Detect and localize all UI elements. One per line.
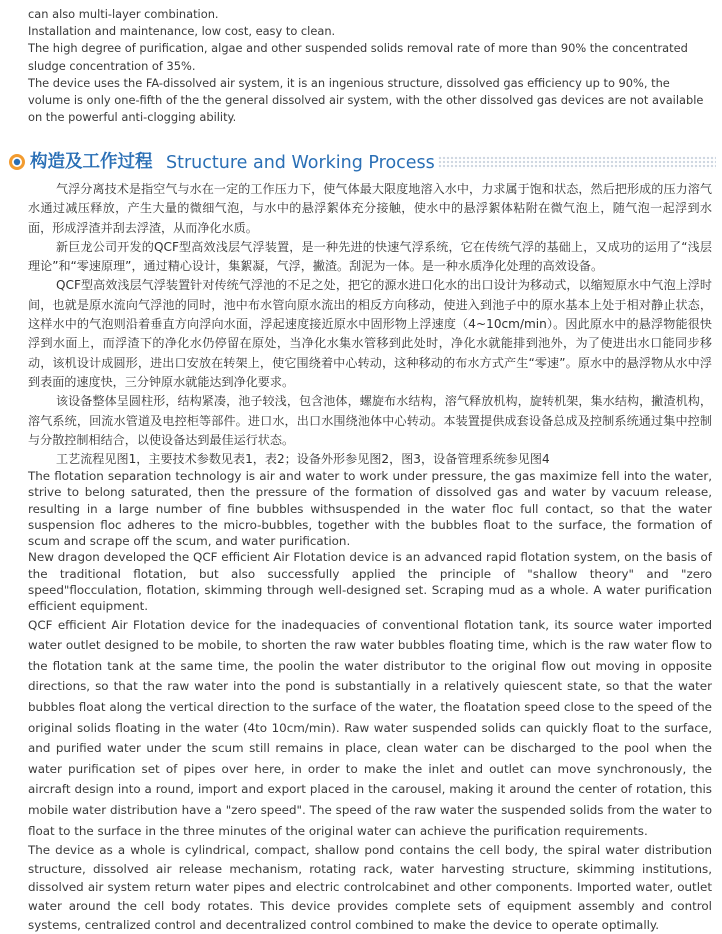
intro-paragraph: can also multi-layer combination. — [28, 7, 219, 21]
section-title-english: Structure and Working Process — [166, 153, 435, 173]
chinese-paragraph: 气浮分离技术是指空气与水在一定的工作压力下，使气体最大限度地溶入水中，力求属于饱和状态，然后把形成的压力溶气水通过减压释放，产生大量的微细气泡，与水中的悬浮絮体充分接触，使水中的悬浮絮体粘附在微气泡上，随气泡一起浮到水面，形成浮渣并刮去浮渣，从而净化水质。 — [28, 182, 712, 235]
english-paragraph: New dragon developed the QCF efficient Air Flotation device is an advanced rapid flotation system, on the basis of the traditional flotation, but also successfully applied the principle of "shallow theory" and "zero speed"flocculation, flotation, skimming through well-designed set. Scraping mud as a whole. A water purification efficient equipment. — [28, 550, 712, 614]
english-paragraph: QCF efficient Air Flotation device for the inadequacies of conventional flotation tank, its source water imported water outlet designed to be mobile, to shorten the raw water bubbles floating time, which is the raw water flow to the flotation tank at the same time, the poolin the water distributor to the original flow out moving in opposite directions, so that the raw water into the pond is substantially in a relatively quiescent state, so that the water bubbles float along the vertical direction to the surface of the water, the floatation speed close to the speed of the original solids floating in the water (4to 10cm/min). Raw water suspended solids can quickly float to the surface, and purified water under the scum still remains in place, clean water can be discharged to the pool when the water purification set of pipes over here, in order to make the inlet and outlet can move synchronously, the aircraft design into a round, import and export placed in the carousel, making it around the center of rotation, this mobile water distribution have a "zero speed". The speed of the raw water the suspended solids from the water to float to the surface in the three minutes of the original water can achieve the purification requirements. — [28, 617, 712, 838]
chinese-paragraph: 工艺流程见图1，主要技术参数见表1，表2；设备外形参见图2，图3，设备管理系统参见图4 — [56, 452, 550, 467]
intro-paragraph: The device uses the FA-dissolved air system, it is an ingenious structure, dissolved gas efficiency up to 90%, the volume is only one-fifth of the the general dissolved air system, with the other dissolved gas devices are not available on the powerful anti-clogging ability. — [28, 75, 704, 125]
intro-paragraph: The high degree of purification, algae and other suspended solids removal rate of more than 90% the concentrated sludge concentration of 35%. — [28, 41, 688, 73]
chinese-paragraph: QCF型高效浅层气浮装置针对传统气浮池的不足之处，把它的源水进口化水的出口设计为移动式，以缩短原水中气泡上浮时间，也就是原水流向气浮池的同时，池中布水管向原水流出的相反方向移动，使进入到池子中的原水基本上处于相对静止状态，这样水中的气泡则沿着垂直方向浮向水面，浮起速度接近原水中固形物上浮速度（4~10cm/min）。因此原水中的悬浮物能很快浮到水面上，而浮渣下的净化水仍停留在原处，当净化水集水管移到此处时，净化水就能排到池外，为了使进出水口能同步移动，该机设计成圆形，进出口安放在转架上，使它围绕着中心转动，这种移动的布水方式产生“零速”。原水中的悬浮物从水中浮到表面的速度快，三分钟原水就能达到净化要求。 — [28, 278, 712, 389]
english-paragraph: The flotation separation technology is air and water to work under pressure, the gas maximize fell into the water, strive to belong saturated, then the pressure of the formation of dissolved gas and water by vacuum release, resulting in a large number of fine bubbles withsuspended in the water floc full contact, so that the water suspension floc adheres to the micro-bubbles, together with the bubbles float to the surface, the formation of scum and scrape off the scum, and water purification. — [28, 469, 712, 549]
chinese-paragraph: 该设备整体呈圆柱形，结构紧凑，池子较浅，包含池体，螺旋布水结构，溶气释放机构，旋转机架，集水结构，撇渣机构，溶气系统，回流水管道及电控柜等部件。进口水，出口水围绕池体中心转动。本装置提供成套设备总成及控制系统通过集中控制与分散控制相结合，以使设备达到最佳运行状态。 — [28, 394, 712, 447]
section-title-chinese: 构造及工作过程 — [30, 152, 153, 172]
intro-text-block — [28, 6, 708, 126]
english-paragraph: The device as a whole is cylindrical, compact, shallow pond contains the cell body, the spiral water distribution structure, dissolved air release mechanism, rotating rack, water harvesting structure, skimming institutions, dissolved air system return water pipes and electric controlcabinet and other components. Imported water, outlet water around the cell body rotates. This device provides complete sets of equipment assembly and control systems, centralized control and decentralized control combined to make the device to operate optimally. — [28, 843, 712, 932]
chinese-paragraph: 新巨龙公司开发的QCF型高效浅层气浮装置，是一种先进的快速气浮系统，它在传统气浮的基础上，又成功的运用了“浅层理论”和“零速原理”，通过精心设计，集絮凝，气浮，撇渣。刮泥为一体。是一种水质净化处理的高效设备。 — [28, 239, 712, 274]
dotted-divider — [438, 156, 716, 169]
chinese-text-block — [28, 180, 712, 469]
circle-bullet-icon — [8, 153, 26, 171]
section-header — [6, 151, 718, 175]
english-text-block — [28, 468, 712, 934]
intro-paragraph: Installation and maintenance, low cost, easy to clean. — [28, 24, 336, 39]
